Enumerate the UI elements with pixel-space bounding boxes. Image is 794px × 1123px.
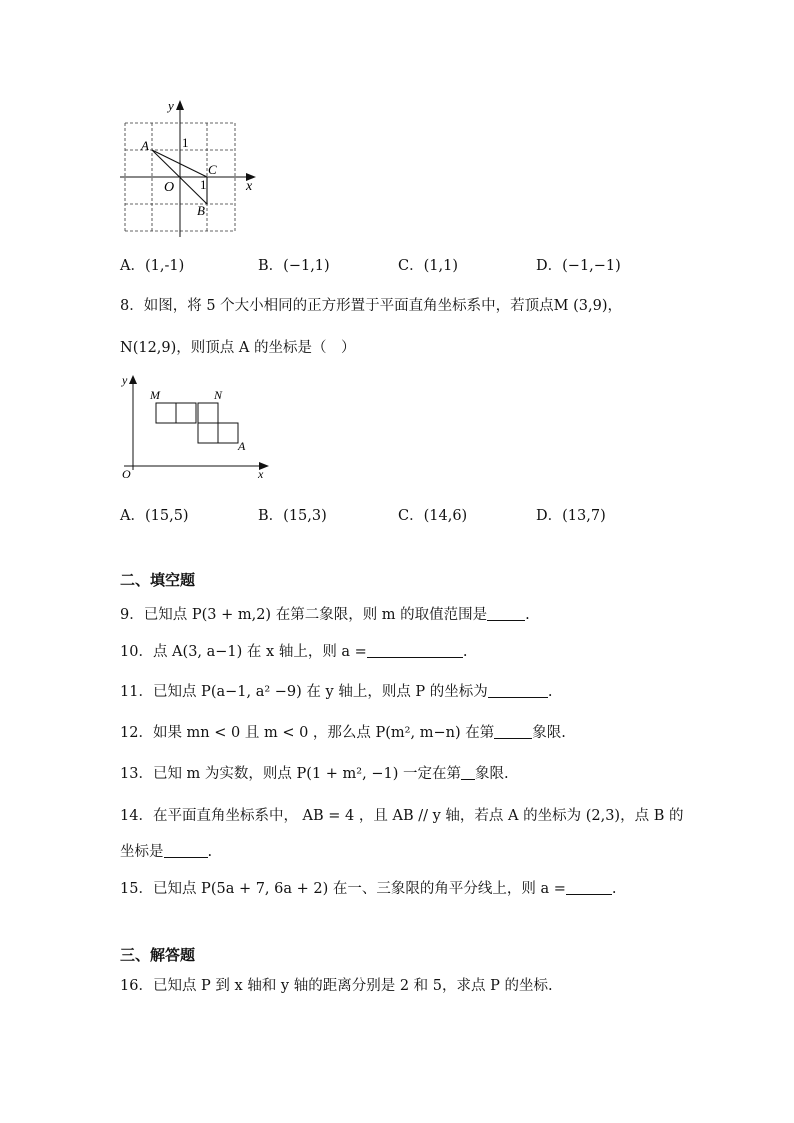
label-y: y [168, 98, 174, 113]
q9: 9．已知点 P(3 + m,2) 在第二象限，则 m 的取值范围是 . [120, 607, 530, 623]
q7-option-a[interactable]: A．(1,-1) [120, 258, 185, 274]
label-C: C [208, 162, 217, 177]
q10: 10．点 A(3, a−1) 在 x 轴上，则 a = . [120, 644, 468, 660]
label-M: M [150, 388, 160, 402]
y-axis-arrow [129, 375, 137, 384]
label-y: y [122, 373, 128, 387]
label-x: x [258, 467, 264, 481]
q7-option-d[interactable]: D．(−1,−1) [536, 258, 621, 274]
label-A: A [141, 138, 149, 153]
q12-answer-blank[interactable] [494, 724, 532, 739]
figure-q7-coordinate-grid [118, 95, 263, 237]
q11: 11．已知点 P(a−1, a² −9) 在 y 轴上，则点 P 的坐标为 . [120, 684, 553, 700]
label-one-x: 1 [200, 177, 207, 192]
q8-option-b[interactable]: B．(15,3) [258, 508, 327, 524]
q10-answer-blank[interactable] [367, 643, 463, 658]
label-N: N [214, 388, 223, 402]
label-x: x [246, 179, 253, 194]
q9-answer-blank[interactable] [487, 606, 525, 621]
q8-option-c[interactable]: C．(14,6) [398, 508, 468, 524]
q14-line-2: 坐标是 . [120, 844, 213, 860]
figure-q8-five-squares [118, 370, 273, 482]
label-O: O [164, 180, 175, 195]
q13: 13．已知 m 为实数，则点 P(1 + m², −1) 一定在第 象限. [120, 766, 509, 782]
q8-line-2: N(12,9)，则顶点 A 的坐标是（ ） [120, 340, 356, 356]
q16: 16．已知点 P 到 x 轴和 y 轴的距离分别是 2 和 5，求点 P 的坐标. [120, 978, 553, 994]
q12: 12．如果 mn < 0 且 m < 0 ，那么点 P(m², m−n) 在第 象限. [120, 725, 566, 741]
q14-answer-blank[interactable] [164, 843, 208, 858]
q7-option-b[interactable]: B．(−1,1) [258, 258, 330, 274]
q8-line-1: 8．如图，将 5 个大小相同的正方形置于平面直角坐标系中，若顶点M (3,9)， [120, 298, 622, 314]
q8-option-a[interactable]: A．(15,5) [120, 508, 189, 524]
q14-line-1: 14．在平面直角坐标系中， AB = 4 ，且 AB // y 轴，若点 A 的坐标为 (2,3)，点 B 的 [120, 808, 684, 824]
q15-answer-blank[interactable] [566, 880, 612, 895]
label-one-y: 1 [182, 135, 189, 150]
label-B: B [197, 203, 205, 218]
q7-option-c[interactable]: C．(1,1) [398, 258, 458, 274]
section-fill-in-title: 二、填空题 [120, 571, 196, 589]
q15: 15．已知点 P(5a + 7, 6a + 2) 在一、三象限的角平分线上，则 a = . [120, 881, 617, 897]
y-axis-arrow [176, 100, 184, 110]
q13-answer-blank[interactable] [461, 765, 475, 780]
q8-option-d[interactable]: D．(13,7) [536, 508, 606, 524]
squares [156, 403, 238, 443]
section-answer-title: 三、解答题 [120, 946, 196, 964]
label-O: O [122, 467, 131, 481]
q11-answer-blank[interactable] [488, 683, 548, 698]
label-A: A [238, 439, 246, 453]
